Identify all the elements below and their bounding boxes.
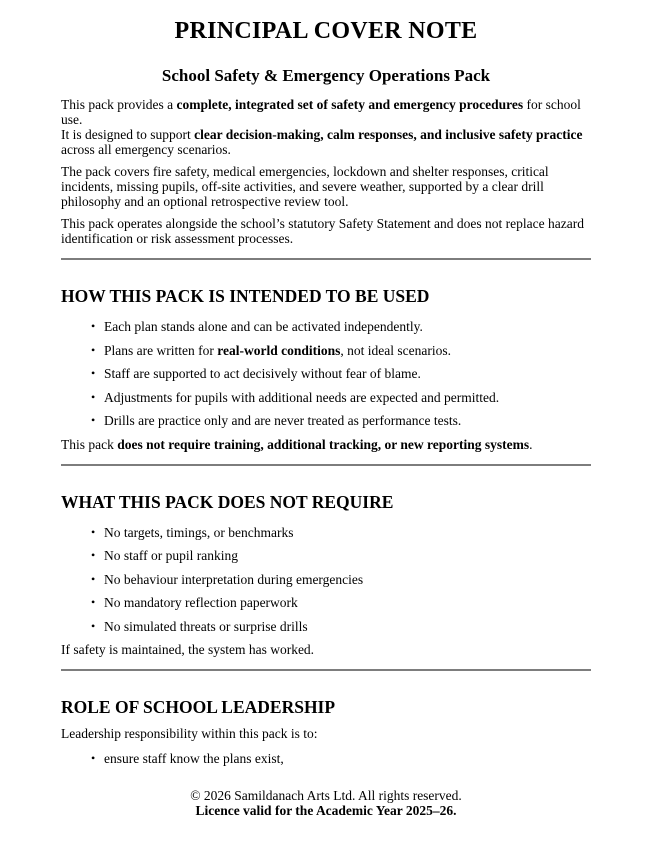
bullet-text: Each plan stands alone and can be activated independently. — [104, 319, 423, 334]
bullet-list — [61, 525, 591, 634]
bullet-text: Plans are written for real-world conditions, not ideal scenarios. — [104, 342, 451, 358]
bullet-dot: • — [91, 319, 96, 333]
bullet-dot: • — [91, 595, 96, 609]
bullet-list — [61, 319, 591, 428]
bullet-dot: • — [91, 524, 96, 539]
page-title: PRINCIPAL COVER NOTE — [174, 18, 478, 44]
bullet-item — [61, 390, 591, 405]
bullet-dot: • — [91, 751, 96, 765]
paragraph: It is designed to support clear decision-making, calm responses, and inclusive safety practice across all emergency scenarios. — [61, 127, 583, 157]
page-subtitle: School Safety & Emergency Operations Pack — [161, 66, 491, 85]
intro-paragraphs — [61, 97, 591, 246]
bullet-item — [61, 751, 591, 766]
section-divider — [61, 258, 591, 260]
bullet-text: No mandatory reflection paperwork — [104, 595, 298, 610]
section-heading: HOW THIS PACK IS INTENDED TO BE USED — [61, 286, 430, 306]
bullet-item — [61, 343, 591, 358]
sections — [61, 258, 591, 766]
paragraph: This pack provides a complete, integrated set of safety and emergency procedures for school use. — [61, 97, 581, 127]
bullet-list — [61, 751, 591, 766]
bullet-text: No targets, timings, or benchmarks — [104, 524, 294, 540]
footer-licence: Licence valid for the Academic Year 2025–26. — [195, 803, 457, 818]
bullet-dot: • — [91, 548, 96, 562]
bullet-text: Staff are supported to act decisively without fear of blame. — [104, 366, 421, 381]
bullet-text: Adjustments for pupils with additional needs are expected and permitted. — [104, 389, 500, 405]
bullet-item — [61, 319, 591, 334]
section-heading: ROLE OF SCHOOL LEADERSHIP — [61, 697, 336, 717]
section-divider — [61, 669, 591, 671]
bullet-text: No behaviour interpretation during emergencies — [104, 571, 364, 587]
section-after-paragraph: If safety is maintained, the system has worked. — [61, 642, 315, 657]
bullet-dot: • — [91, 571, 96, 586]
paragraph: The pack covers fire safety, medical emergencies, lockdown and shelter responses, critical incidents, missing pupils, off-site activities, and severe weather, supported by a clear drill philosophy and an optional retrospective review tool. — [61, 164, 549, 209]
bullet-text: ensure staff know the plans exist, — [104, 751, 284, 766]
bullet-item — [61, 525, 591, 540]
paragraph: This pack operates alongside the school’s statutory Safety Statement and does not replace hazard identification or risk assessment processes. — [61, 216, 584, 246]
bullet-item — [61, 572, 591, 587]
bullet-item — [61, 548, 591, 563]
bullet-dot: • — [91, 413, 96, 427]
section-lead: Leadership responsibility within this pack is to: — [61, 726, 318, 741]
bullet-dot: • — [91, 618, 96, 633]
section-divider — [61, 464, 591, 466]
footer-copyright: © 2026 Samildanach Arts Ltd. All rights reserved. — [190, 788, 462, 803]
bullet-text: No staff or pupil ranking — [104, 548, 238, 563]
bullet-item — [61, 366, 591, 381]
bullet-text: No simulated threats or surprise drills — [104, 618, 308, 634]
bullet-item — [61, 595, 591, 610]
bullet-item — [61, 413, 591, 428]
bullet-dot: • — [91, 389, 96, 404]
section-after-paragraph: This pack does not require training, additional tracking, or new reporting systems. — [61, 436, 533, 452]
bullet-text: Drills are practice only and are never treated as performance tests. — [104, 413, 462, 428]
page-footer — [61, 788, 591, 818]
bullet-dot: • — [91, 366, 96, 380]
bullet-dot: • — [91, 342, 96, 357]
bullet-item — [61, 619, 591, 634]
section-heading: WHAT THIS PACK DOES NOT REQUIRE — [61, 491, 394, 512]
